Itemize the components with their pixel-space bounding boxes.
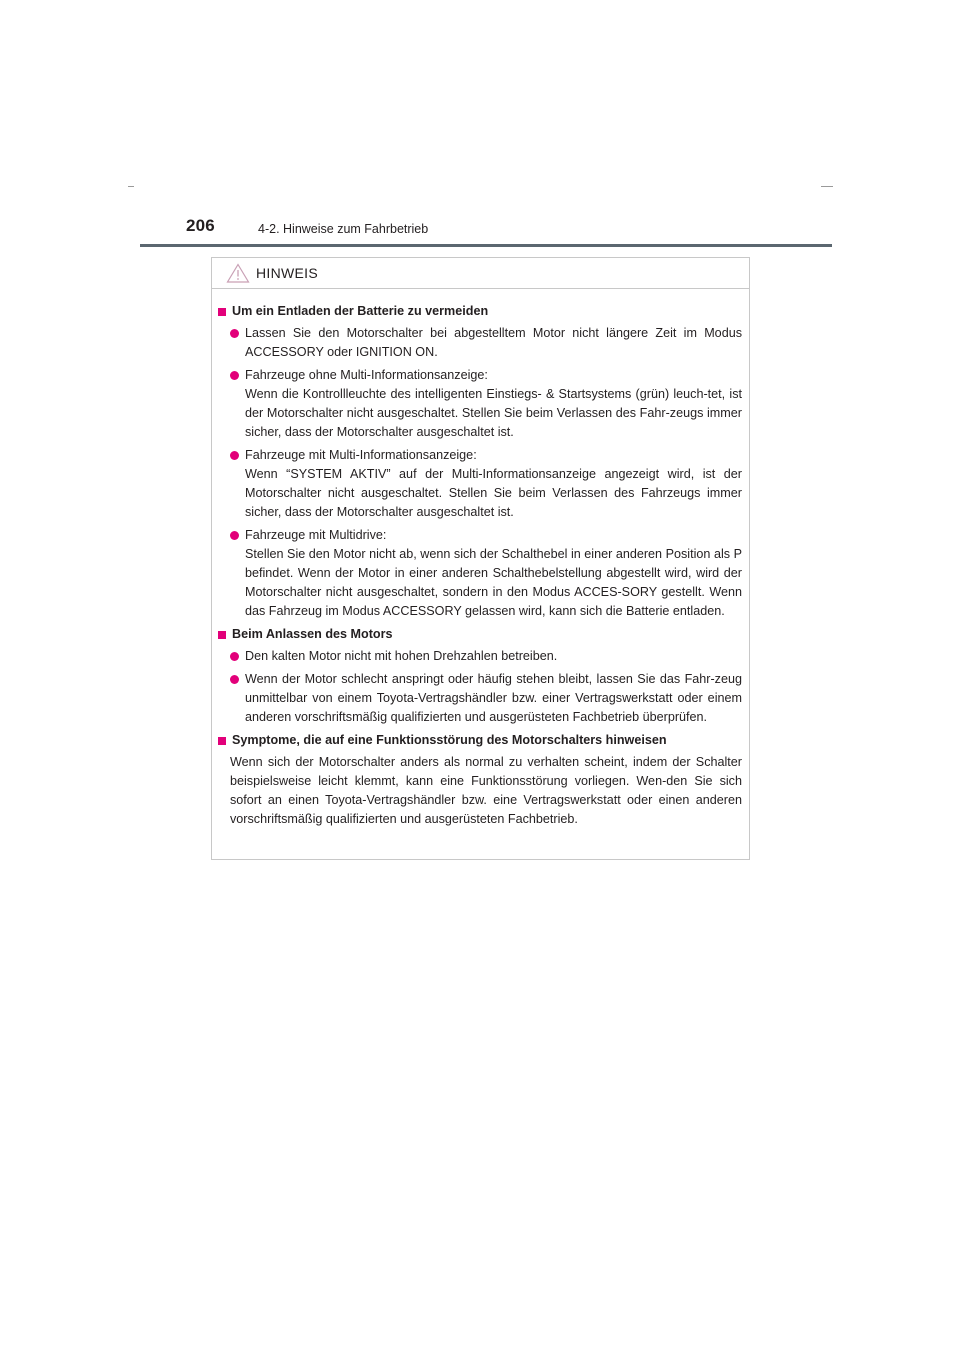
section-heading [218,302,742,321]
item-text: Stellen Sie den Motor nicht ab, wenn sich der Schalthebel in einer anderen Position als P befindet. Wenn der Motor in einer anderen Schalthebelstellung abgestellt wird, wird der Motorschalter nicht ausgeschaltet, sondern in den Modus ACCES-SORY gestellt. Wenn das Fahrzeug im Modus ACCESSORY gelassen wird, kann sich die Batterie entladen. [245,547,742,618]
notice-box [211,257,750,860]
circle-bullet-icon [230,675,239,684]
page-number: 206 [186,216,215,235]
section-heading-text: Beim Anlassen des Motors [232,627,393,641]
item-text: Den kalten Motor nicht mit hohen Drehzahlen betreiben. [245,649,558,663]
notice-body [212,289,749,829]
warning-triangle-icon [226,263,250,283]
item-text: Wenn der Motor schlecht anspringt oder häufig stehen bleibt, lassen Sie das Fahr-zeug unmittelbar von einem Toyota-Vertragshändler bzw. einer Vertragswerkstatt oder einem anderen vorschriftsmäßig qualifizierten und ausgerüsteten Fachbetrieb überprüfen. [245,672,742,724]
crop-mark-right [821,186,833,187]
list-item [230,446,742,522]
section-paragraph: Wenn sich der Motorschalter anders als normal zu verhalten scheint, indem der Schalter beispielsweise leicht klemmt, kann eine Funktionsstörung vorliegen. Wen-den Sie sich sofort an einen Toyota-Vertragshändler bzw. eine Vertragswerkstatt oder einen anderen vorschriftsmäßig qualifizierten und ausgerüsteten Fachbetrieb. [230,755,742,826]
circle-bullet-icon [230,371,239,380]
section-heading [218,731,742,750]
list-item [230,647,742,666]
square-bullet-icon [218,308,226,316]
list-item [230,526,742,621]
circle-bullet-icon [230,652,239,661]
list-item [230,670,742,727]
section-heading [218,625,742,644]
circle-bullet-icon [230,329,239,338]
item-lead: Fahrzeuge mit Multi-Informationsanzeige: [245,448,477,462]
notice-header [212,258,749,289]
item-lead: Fahrzeuge ohne Multi-Informationsanzeige: [245,368,488,382]
circle-bullet-icon [230,531,239,540]
item-lead: Fahrzeuge mit Multidrive: [245,528,387,542]
circle-bullet-icon [230,451,239,460]
item-text: Lassen Sie den Motorschalter bei abgestelltem Motor nicht längere Zeit im Modus ACCESSORY oder IGNITION ON. [245,326,742,359]
section-heading-text: Symptome, die auf eine Funktionsstörung des Motorschalters hinweisen [232,733,667,747]
header-rule [140,244,832,247]
square-bullet-icon [218,631,226,639]
item-text: Wenn die Kontrollleuchte des intelligenten Einstiegs- & Startsystems (grün) leuch-tet, ist der Motorschalter nicht ausgeschaltet. Stellen Sie beim Verlassen des Fahr-zeugs immer sicher, dass der Motorschalter ausgeschaltet ist. [245,387,742,439]
crop-mark-left [128,186,134,187]
list-item [230,324,742,362]
list-item [230,366,742,442]
section-title: 4-2. Hinweise zum Fahrbetrieb [258,222,429,236]
notice-title: HINWEIS [256,265,318,281]
item-text: Wenn “SYSTEM AKTIV” auf der Multi-Informationsanzeige angezeigt wird, ist der Motorschalter nicht ausgeschaltet. Stellen Sie beim Verlassen des Fahrzeugs immer sicher, dass der Motorschalter ausgeschaltet ist. [245,467,742,519]
section-heading-text: Um ein Entladen der Batterie zu vermeiden [232,304,489,318]
square-bullet-icon [218,737,226,745]
